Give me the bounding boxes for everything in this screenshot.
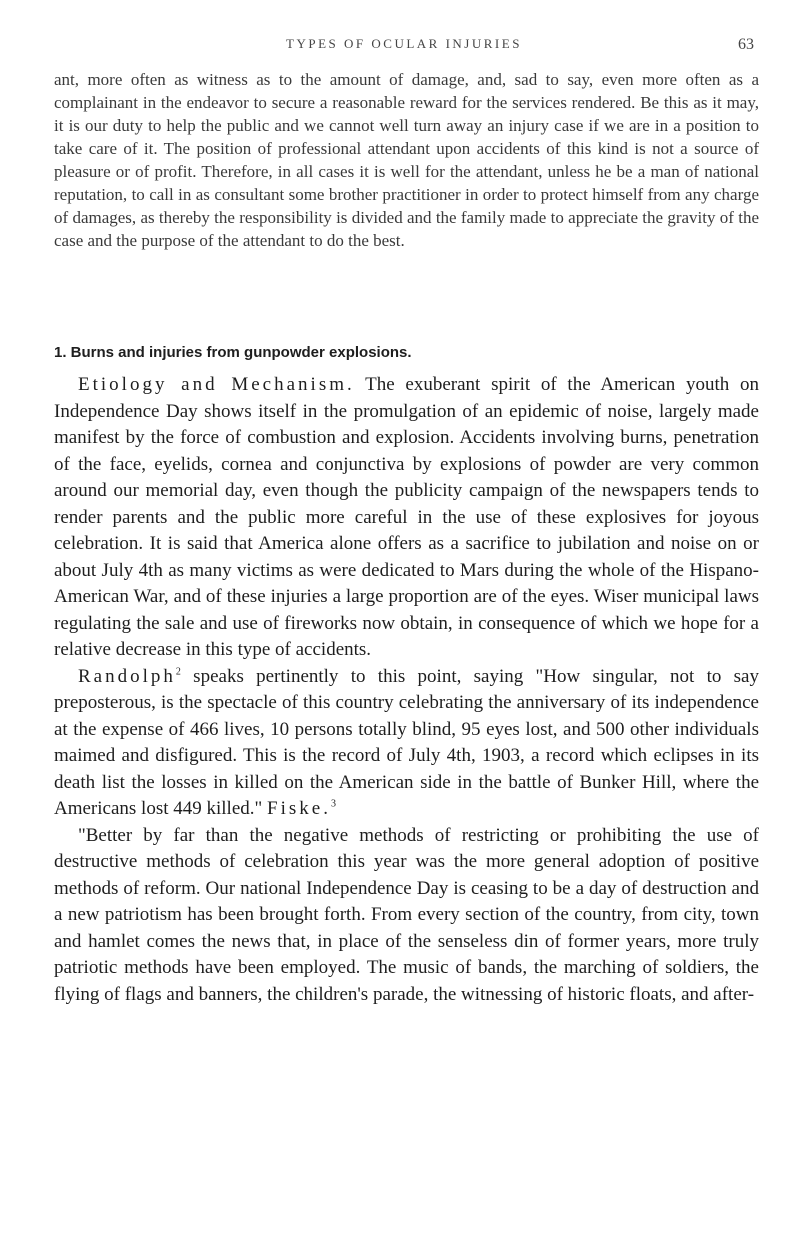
- paragraph-randolph: [54, 664, 759, 823]
- intro-paragraph: ant, more often as witness as to the amount of damage, and, sad to say, even more often as a complainant in the endeavor to secure a reasonable reward for the services rendered. Be this as it may, it is our duty to help the public and we cannot well turn away an injury case if we are in a position to take care of it. The position of professional attendant upon accidents of this kind is not a source of pleasure or of profit. Therefore, in all cases it is well for the attendant, unless he be a man of national reputation, to call in as consultant some brother practitioner in order to protect himself from any charge of damages, as thereby the responsibility is divided and the family made to appreciate the gravity of the case and the purpose of the attendant to do the best.: [54, 70, 759, 250]
- author-randolph: Randolph: [78, 665, 176, 687]
- intro-paragraph-block: [54, 68, 759, 252]
- paragraph-randolph-text: speaks pertinently to this point, saying "How singular, not to say preposterous, is the spectacle of this country celebrating the anniversary of its independence at the expense of 466 lives, 10 persons totally blind, 95 eyes lost, and 500 other individuals maimed and disfigured. This is the record of July 4th, 1903, a record which eclipses in its death list the losses in killed on the American side in the battle of Bunker Hill, where the Americans lost 449 killed.": [54, 665, 759, 819]
- running-title: TYPES OF OCULAR INJURIES: [286, 36, 522, 51]
- page-number: 63: [738, 36, 754, 53]
- paragraph-etiology: [54, 372, 759, 664]
- section-heading: 1. Burns and injuries from gunpowder explosions.: [54, 344, 412, 361]
- paragraph-fiske-quote: "Better by far than the negative methods of restricting or prohibiting the use of destructive methods of celebration this year was the more general adoption of positive methods of reform. Our national Independence Day is ceasing to be a day of destruction and a new patriotism has been brought forth. From every section of the country, from city, town and hamlet comes the news that, in place of the senseless din of former years, more truly patriotic methods have been employed. The music of bands, the marching of soldiers, the flying of flags and banners, the children's parade, the witnessing of historic floats, and after-: [54, 824, 759, 1005]
- section-body: [54, 372, 759, 1008]
- subsection-lead: Etiology and Mechanism.: [78, 374, 355, 395]
- paragraph-etiology-text: The exuberant spirit of the American youth on Independence Day shows itself in the promulgation of an epidemic of noise, largely made manifest by the force of combustion and explosion. Accidents involving burns, penetration of the face, eyelids, cornea and conjunctiva by explosions of powder are very common around our memorial day, even though the publicity campaign of the newspapers tends to render parents and the public more careful in the use of these explosives for joyous celebration. It is said that America alone offers as a sacrifice to jubilation and noise on or about July 4th as many victims as were dedicated to Mars during the whole of the Hispano-American War, and of these injuries a large proportion are of the eyes. Wiser municipal laws regulating the sale and use of fireworks now obtain, in consequence of which we hope for a relative decrease in this type of accidents.: [54, 374, 759, 660]
- running-head: [54, 36, 754, 56]
- footnote-ref-2: 2: [175, 666, 181, 678]
- author-fiske: Fiske.: [267, 798, 331, 819]
- footnote-ref-3: 3: [330, 798, 336, 810]
